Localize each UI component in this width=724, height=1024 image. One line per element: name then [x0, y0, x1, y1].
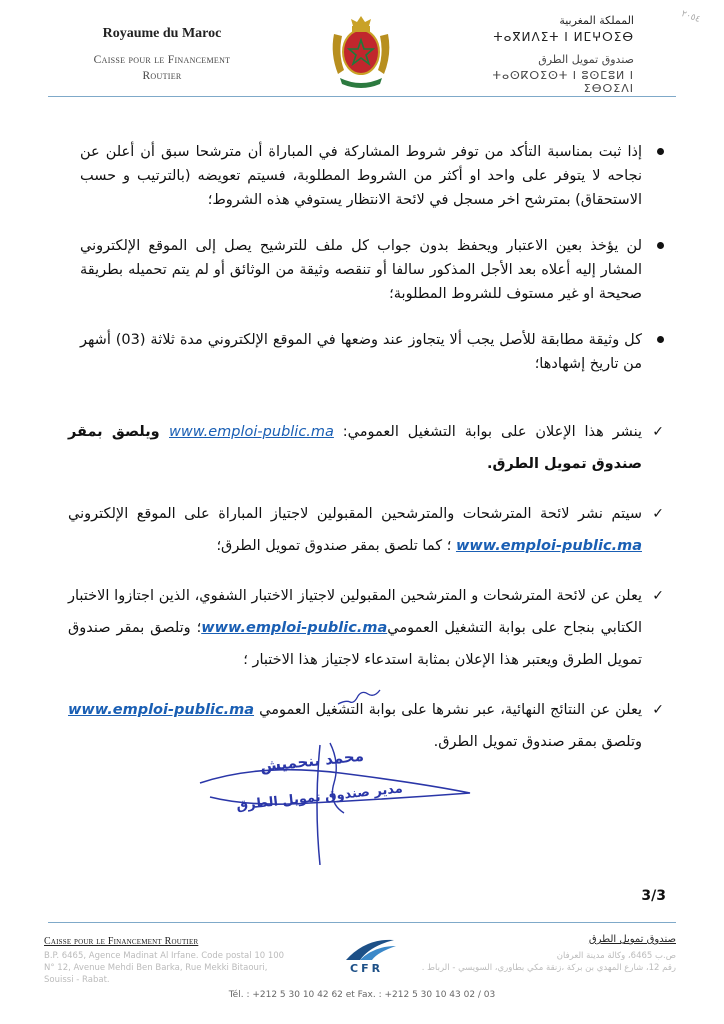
- check-item: [68, 498, 664, 562]
- check-item: [68, 416, 664, 480]
- check-text: ينشر هذا الإعلان على بوابة التشغيل العمومي:: [333, 424, 643, 440]
- check-text: ؛ كما تلصق بمقر صندوق تمويل الطرق؛: [216, 538, 456, 554]
- cfr-logo-text: CFR: [350, 962, 384, 975]
- royal-emblem-icon: [326, 12, 396, 92]
- emploi-public-link[interactable]: www.emploi-public.ma: [201, 620, 388, 636]
- kingdom-tifinagh: ⵜⴰⴳⵍⴷⵉⵜ ⵏ ⵍⵎⵖⵔⵉⴱ: [493, 30, 634, 44]
- footer-address-line: ص.ب 6465، وكالة مدينة العرفان: [556, 951, 676, 961]
- footer-name-fr: Caisse pour le Financement Routier: [44, 936, 199, 947]
- kingdom-fr: Royaume du Maroc: [102, 26, 222, 41]
- footer-address-line: Souissi - Rabat.: [44, 975, 110, 985]
- check-text: يعلن عن لائحة المترشحات و المترشحين المقبولين لاجتياز الاختبار الشفوي، الذين اجتازوا الاختبار الكتابي بنجاح على بوابة التشغيل العمومي: [68, 588, 642, 636]
- footer-right: [386, 934, 676, 974]
- document-body: [68, 140, 664, 776]
- footer-address-line: N° 12, Avenue Mehdi Ben Barka, Rue Mekki Bitaouri,: [44, 963, 268, 973]
- checkmark-icon: ✓: [652, 702, 664, 718]
- signatory-name: محمد بنحميش: [259, 746, 365, 776]
- bullet-item: [80, 140, 664, 212]
- signature-mark-icon: [334, 684, 384, 710]
- emploi-public-link[interactable]: www.emploi-public.ma: [169, 424, 334, 440]
- caisse-fr-line1: Caisse pour le Financement: [93, 54, 231, 66]
- corner-note: ٢٠٥٤: [679, 8, 702, 26]
- page-number: 3/3: [641, 888, 666, 904]
- bullet-text: كل وثيقة مطابقة للأصل يجب ألا يتجاوز عند وضعها في الموقع الإلكتروني مدة ثلاثة (03) أشهر من تاريخ إشهادها؛: [80, 332, 642, 372]
- header-left: [62, 26, 262, 84]
- caisse-tifinagh: ⵜⴰⵙⴽⵔⵉⵙⵜ ⵏ ⵓⵙⵎⵓⵍ ⵏ ⵉⴱⵔⵉⴷⵏ: [492, 69, 634, 95]
- check-text: ؛ وتلصق بمقر صندوق تمويل الطرق ويعتبر هذا الإعلان بمثابة استدعاء لاجتياز هذا الاختبار ؛: [68, 620, 642, 668]
- bullet-dot-icon: [657, 242, 664, 249]
- emploi-public-link[interactable]: www.emploi-public.ma: [68, 702, 255, 718]
- checkmark-icon: ✓: [652, 424, 664, 440]
- footer-address-line: رقم 12، شارع المهدي بن بركة ،زنقة مكي بطاوري، السويسي - الرباط .: [421, 963, 676, 973]
- check-item: [68, 580, 664, 676]
- footer-divider: [48, 922, 676, 923]
- bullet-text: لن يؤخذ بعين الاعتبار ويحفظ بدون جواب كل ملف للترشيح يصل إلى الموقع الإلكتروني المشار إليه أعلاه بعد الأجل المذكور سالفا أو تنقصه وثيقة من الوثائق أو لم يتم تحميله بطريقة صحيحة او غير مستوف للشروط المطلوبة؛: [80, 238, 642, 302]
- check-text: ويلصق بمقر صندوق تمويل الطرق.: [68, 424, 642, 472]
- footer-name-ar: صندوق تمويل الطرق: [588, 934, 676, 945]
- check-text: يعلن عن النتائج النهائية، عبر نشرها على بوابة التشغيل العمومي: [254, 702, 642, 718]
- bullet-text: إذا ثبت بمناسبة التأكد من توفر شروط المشاركة في المباراة أن مترشحا سبق أن أعلن عن نجاحه لا يتوفر على واحد او أكثر من الشروط المطلوبة، فسيتم تعويضه (بالترتيب و حسب الاستحقاق) بمترشح اخر مسجل في لائحة الانتظار يستوفي هذه الشروط؛: [80, 144, 642, 208]
- footer-left: [44, 936, 314, 986]
- caisse-ar: صندوق تمويل الطرق: [538, 53, 634, 66]
- check-text: وتلصق بمقر صندوق تمويل الطرق.: [433, 734, 642, 750]
- kingdom-ar: المملكة المغربية: [559, 14, 634, 27]
- header-divider: [48, 96, 676, 97]
- bullet-dot-icon: [657, 148, 664, 155]
- checkmark-icon: ✓: [652, 506, 664, 522]
- footer-address-line: B.P. 6465, Agence Madinat Al Irfane. Code postal 10 100: [44, 951, 285, 961]
- emploi-public-link[interactable]: www.emploi-public.ma: [455, 538, 642, 554]
- check-text: سيتم نشر لائحة المترشحات والمترشحين المقبولين لاجتياز المباراة على الموقع الإلكتروني: [68, 506, 642, 522]
- bullet-item: [80, 234, 664, 306]
- checkmark-icon: ✓: [652, 588, 664, 604]
- bullet-dot-icon: [657, 336, 664, 343]
- caisse-fr-line2: Routier: [142, 70, 182, 82]
- footer-phone-fax: Tél. : +212 5 30 10 42 62 et Fax. : +212 5 30 10 43 02 / 03: [228, 990, 496, 1000]
- header-right: [464, 14, 634, 95]
- bullet-item: [80, 328, 664, 376]
- signatory-title: مدير صندوق تمويل الطرق: [235, 781, 404, 814]
